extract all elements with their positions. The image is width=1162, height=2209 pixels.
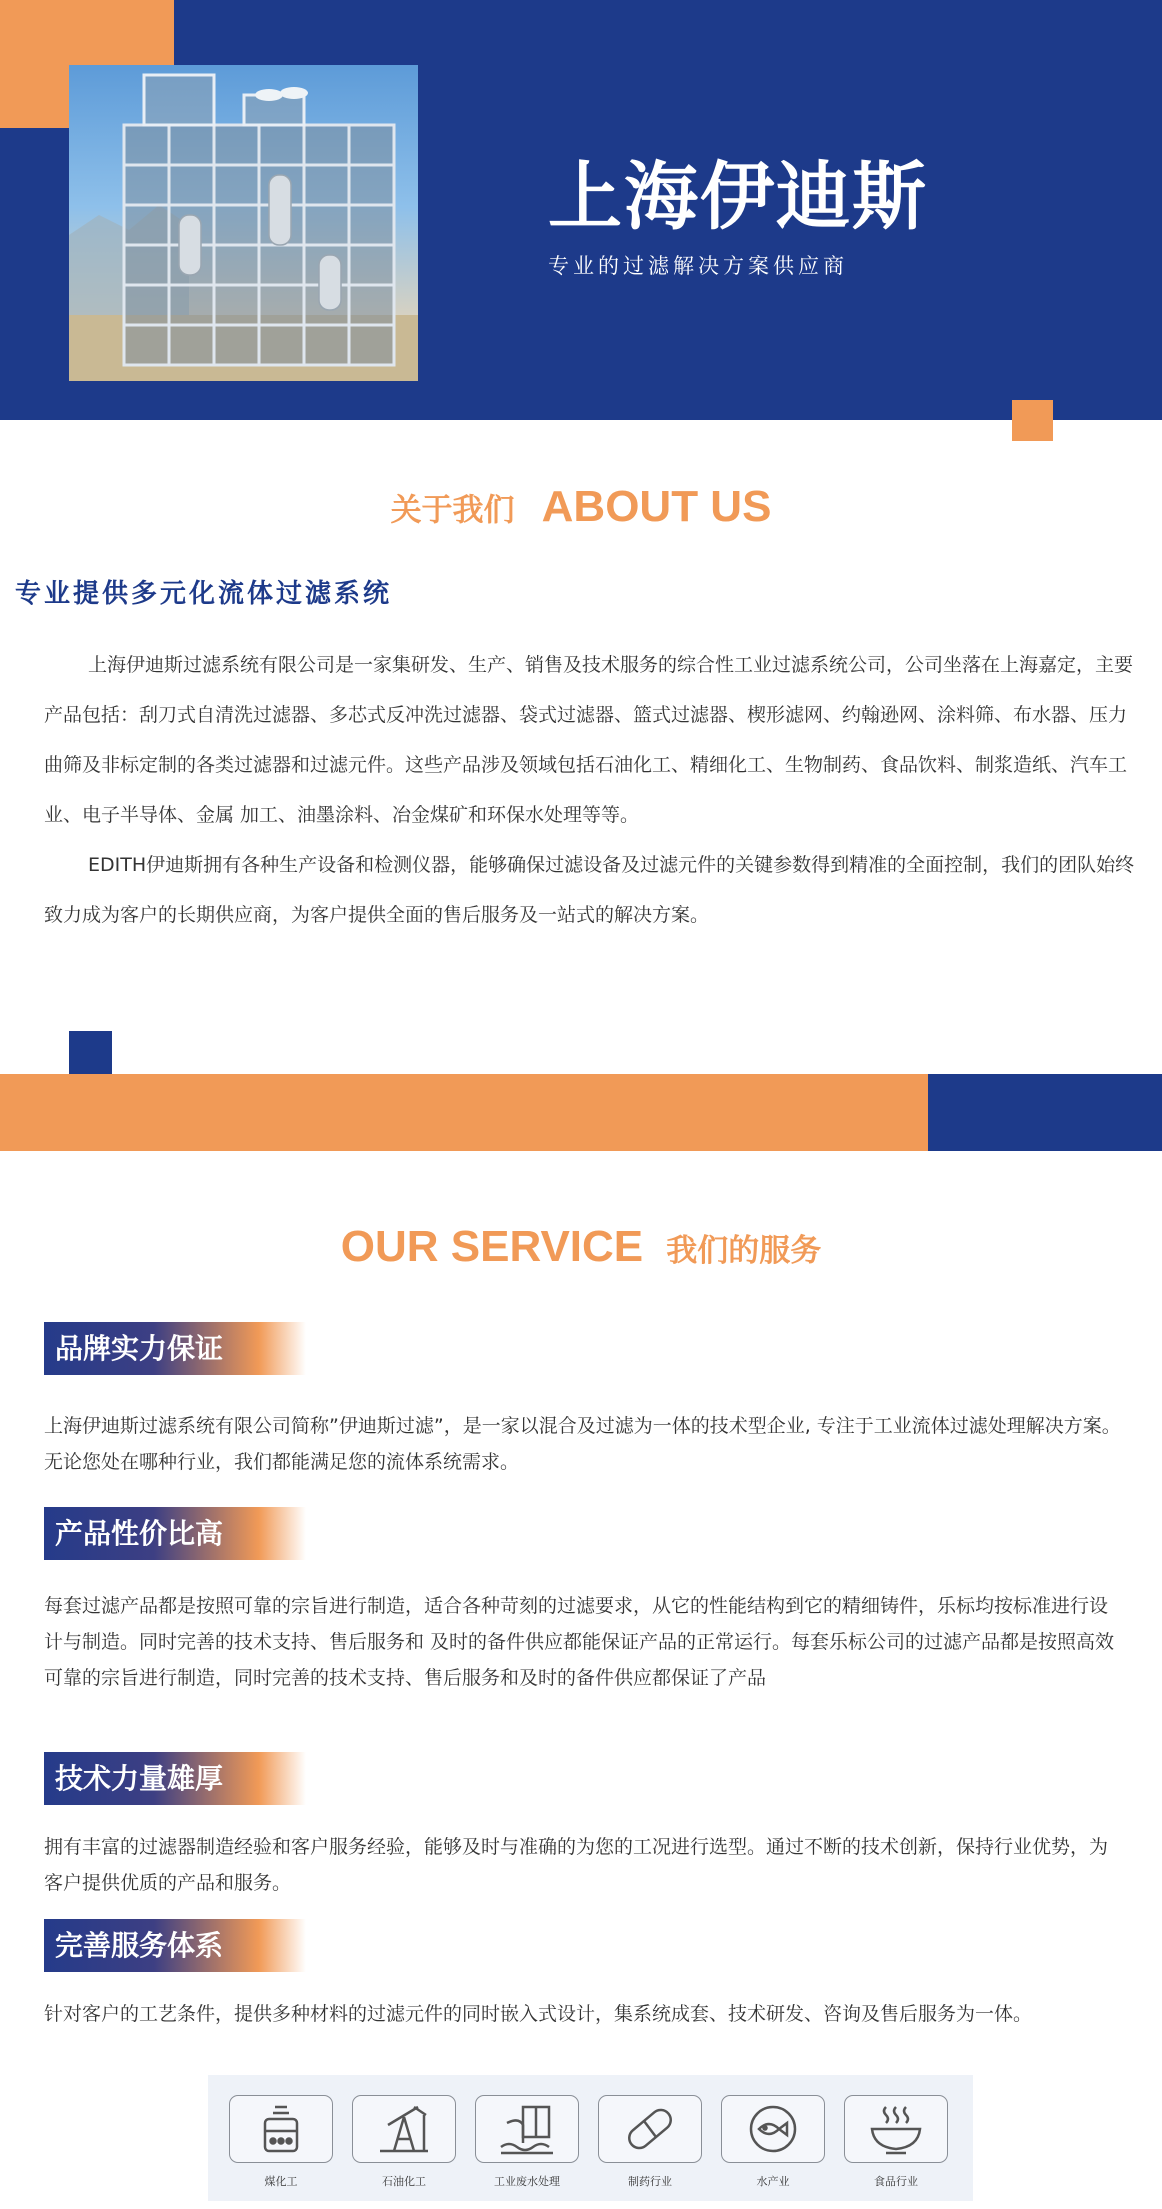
industry-item [597,2095,703,2189]
industry-label: 工业废水处理 [494,2175,560,2188]
service-text-tech: 拥有丰富的过滤器制造经验和客户服务经验，能够及时与准确的为您的工况进行选型。通过不断的技术创新，保持行业优势，为客户提供优质的产品和服务。 [44,1836,1109,1894]
factory-illustration [69,65,418,381]
industry-item [351,2095,457,2189]
pill-icon [598,2095,702,2163]
about-heading-cn: 关于我们 [390,492,515,529]
industry-label: 煤化工 [264,2175,298,2188]
divider-orange-bar [0,1074,928,1151]
factory-photo [69,65,418,381]
service-tag-value: 产品性价比高 [44,1507,306,1560]
industry-label: 水产业 [756,2175,790,2188]
industry-item [474,2095,580,2189]
industry-item [843,2095,949,2189]
industry-label: 食品行业 [874,2175,918,2188]
hero-banner [0,0,1162,420]
oil-rig-icon [352,2095,456,2163]
food-bowl-icon [844,2095,948,2163]
divider-accent-square [69,1031,112,1074]
wastewater-icon [475,2095,579,2163]
industry-item [720,2095,826,2189]
hero-title: 上海伊迪斯 [548,154,928,240]
hero-subtitle: 专业的过滤解决方案供应商 [548,254,848,278]
coal-chemical-icon [229,2095,333,2163]
service-heading-cn: 我们的服务 [666,1232,822,1269]
industry-label: 石油化工 [382,2175,426,2188]
industry-item [228,2095,334,2189]
divider-blue-bar [928,1074,1162,1151]
fish-icon [721,2095,825,2163]
industry-label: 制药行业 [628,2175,672,2188]
about-body [44,640,1140,940]
service-tag-tech: 技术力量雄厚 [44,1752,306,1805]
service-text-brand: 上海伊迪斯过滤系统有限公司简称”伊迪斯过滤”，是一家以混合及过滤为一体的技术型企业, 专注于工业流体过滤处理解决方案。无论您处在哪种行业，我们都能满足您的流体系统需求。 [44,1415,1121,1473]
service-text-support: 针对客户的工艺条件，提供多种材料的过滤元件的同时嵌入式设计，集系统成套、技术研发、咨询及售后服务为一体。 [44,2003,1033,2025]
service-heading-en: OUR SERVICE [340,1222,644,1271]
industry-strip [208,2075,973,2201]
about-paragraph: EDITH伊迪斯拥有各种生产设备和检测仪器，能够确保过滤设备及过滤元件的关键参数得到精准的全面控制，我们的团队始终致力成为客户的长期供应商，为客户提供全面的售后服务及一站式的解决方案。 [44,854,1135,926]
about-heading [0,482,1162,532]
about-paragraph: 上海伊迪斯过滤系统有限公司是一家集研发、生产、销售及技术服务的综合性工业过滤系统公司，公司坐落在上海嘉定，主要产品包括：刮刀式自清洗过滤器、多芯式反冲洗过滤器、袋式过滤器、篮式过滤器、楔形滤网、约翰逊网、涂料筛、布水器、压力曲筛及非标定制的各类过滤器和过滤元件。这些产品涉及领域包括石油化工、精细化工、生物制药、食品饮料、制浆造纸、汽车工业、电子半导体、金属 加工、油墨涂料、冶金煤矿和环保水处理等等。 [44,654,1134,826]
service-tag-brand: 品牌实力保证 [44,1322,306,1375]
about-subtitle: 专业提供多元化流体过滤系统 [15,579,393,609]
service-tag-support: 完善服务体系 [44,1919,306,1972]
service-text-value: 每套过滤产品都是按照可靠的宗旨进行制造，适合各种苛刻的过滤要求，从它的性能结构到它的精细铸件，乐标均按标准进行设计与制造。同时完善的技术支持、售后服务和 及时的备件供应都能保证产品的正常运行。每套乐标公司的过滤产品都是按照高效可靠的宗旨进行制造，同时完善的技术支持、售后服务和及时的备件供应都保证了产品 [44,1595,1115,1689]
hero-accent-square [1012,400,1053,441]
service-heading [0,1222,1162,1272]
about-heading-en: ABOUT US [541,482,772,531]
